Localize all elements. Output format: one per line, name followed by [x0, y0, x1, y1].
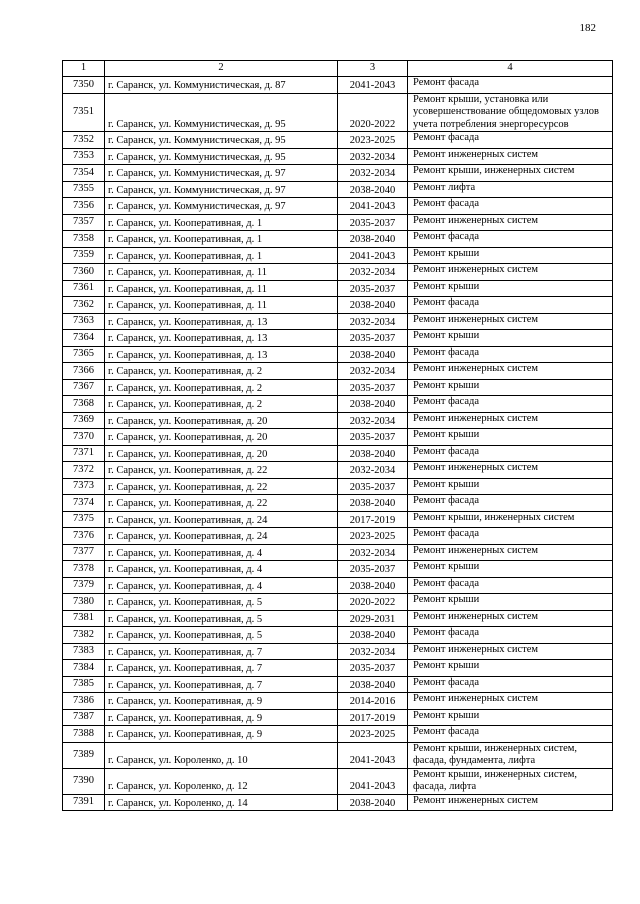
row-address: г. Саранск, ул. Коммунистическая, д. 95 [105, 93, 338, 132]
table-row [63, 528, 613, 545]
table-row [63, 280, 613, 297]
table-row [63, 693, 613, 710]
row-work-type: Ремонт фасада [408, 346, 613, 363]
table-row [63, 544, 613, 561]
table-row [63, 412, 613, 429]
row-period: 2032-2034 [338, 264, 408, 281]
row-work-type: Ремонт крыши, инженерных систем [408, 511, 613, 528]
row-period: 2032-2034 [338, 363, 408, 380]
row-address: г. Саранск, ул. Кооперативная, д. 1 [105, 214, 338, 231]
row-work-type: Ремонт крыши [408, 429, 613, 446]
row-number: 7369 [63, 412, 105, 429]
row-number: 7379 [63, 577, 105, 594]
row-number: 7351 [63, 93, 105, 132]
row-period: 2032-2034 [338, 148, 408, 165]
row-number: 7385 [63, 676, 105, 693]
table-row [63, 794, 613, 811]
row-address: г. Саранск, ул. Короленко, д. 12 [105, 768, 338, 794]
row-number: 7373 [63, 478, 105, 495]
row-address: г. Саранск, ул. Кооперативная, д. 24 [105, 528, 338, 545]
row-period: 2038-2040 [338, 445, 408, 462]
row-address: г. Саранск, ул. Кооперативная, д. 22 [105, 495, 338, 512]
row-number: 7386 [63, 693, 105, 710]
table-row [63, 643, 613, 660]
row-work-type: Ремонт инженерных систем [408, 643, 613, 660]
table-row [63, 330, 613, 347]
row-number: 7368 [63, 396, 105, 413]
row-number: 7384 [63, 660, 105, 677]
table-row [63, 660, 613, 677]
row-address: г. Саранск, ул. Кооперативная, д. 5 [105, 627, 338, 644]
row-address: г. Саранск, ул. Коммунистическая, д. 87 [105, 77, 338, 94]
row-period: 2032-2034 [338, 544, 408, 561]
table-row [63, 132, 613, 149]
row-number: 7355 [63, 181, 105, 198]
row-address: г. Саранск, ул. Кооперативная, д. 13 [105, 346, 338, 363]
table-row [63, 214, 613, 231]
row-number: 7370 [63, 429, 105, 446]
row-address: г. Саранск, ул. Кооперативная, д. 2 [105, 396, 338, 413]
row-period: 2035-2037 [338, 561, 408, 578]
table-row [63, 742, 613, 768]
row-address: г. Саранск, ул. Коммунистическая, д. 95 [105, 148, 338, 165]
row-work-type: Ремонт фасада [408, 198, 613, 215]
row-work-type: Ремонт крыши, инженерных систем, фасада, лифта [408, 768, 613, 794]
table-row [63, 594, 613, 611]
table-row [63, 627, 613, 644]
row-address: г. Саранск, ул. Кооперативная, д. 4 [105, 544, 338, 561]
row-work-type: Ремонт фасада [408, 297, 613, 314]
row-period: 2035-2037 [338, 429, 408, 446]
row-period: 2038-2040 [338, 676, 408, 693]
row-work-type: Ремонт фасада [408, 396, 613, 413]
table-row [63, 297, 613, 314]
row-work-type: Ремонт фасада [408, 231, 613, 248]
row-period: 2035-2037 [338, 379, 408, 396]
table-row [63, 478, 613, 495]
row-work-type: Ремонт крыши [408, 379, 613, 396]
row-period: 2041-2043 [338, 198, 408, 215]
row-period: 2017-2019 [338, 709, 408, 726]
row-work-type: Ремонт фасада [408, 495, 613, 512]
row-number: 7352 [63, 132, 105, 149]
table-row [63, 445, 613, 462]
row-work-type: Ремонт инженерных систем [408, 412, 613, 429]
row-address: г. Саранск, ул. Кооперативная, д. 5 [105, 610, 338, 627]
row-period: 2032-2034 [338, 165, 408, 182]
row-number: 7382 [63, 627, 105, 644]
row-number: 7363 [63, 313, 105, 330]
row-number: 7372 [63, 462, 105, 479]
row-period: 2017-2019 [338, 511, 408, 528]
row-address: г. Саранск, ул. Коммунистическая, д. 97 [105, 181, 338, 198]
row-address: г. Саранск, ул. Кооперативная, д. 9 [105, 709, 338, 726]
row-number: 7377 [63, 544, 105, 561]
row-period: 2041-2043 [338, 77, 408, 94]
row-work-type: Ремонт инженерных систем [408, 214, 613, 231]
row-period: 2038-2040 [338, 495, 408, 512]
table-row [63, 429, 613, 446]
row-address: г. Саранск, ул. Кооперативная, д. 7 [105, 643, 338, 660]
row-address: г. Саранск, ул. Кооперативная, д. 4 [105, 577, 338, 594]
row-period: 2038-2040 [338, 577, 408, 594]
row-period: 2038-2040 [338, 794, 408, 811]
row-work-type: Ремонт крыши, инженерных систем, фасада, фундамента, лифта [408, 742, 613, 768]
row-work-type: Ремонт фасада [408, 132, 613, 149]
row-period: 2038-2040 [338, 396, 408, 413]
row-period: 2041-2043 [338, 768, 408, 794]
row-work-type: Ремонт фасада [408, 528, 613, 545]
row-work-type: Ремонт инженерных систем [408, 610, 613, 627]
header-col-3: 3 [338, 61, 408, 77]
row-address: г. Саранск, ул. Кооперативная, д. 2 [105, 363, 338, 380]
header-col-2: 2 [105, 61, 338, 77]
row-number: 7353 [63, 148, 105, 165]
row-work-type: Ремонт инженерных систем [408, 462, 613, 479]
row-period: 2032-2034 [338, 412, 408, 429]
table-row [63, 726, 613, 743]
row-address: г. Саранск, ул. Кооперативная, д. 5 [105, 594, 338, 611]
row-address: г. Саранск, ул. Кооперативная, д. 20 [105, 412, 338, 429]
table-row [63, 676, 613, 693]
row-period: 2038-2040 [338, 627, 408, 644]
table-row [63, 264, 613, 281]
row-work-type: Ремонт инженерных систем [408, 264, 613, 281]
row-work-type: Ремонт крыши [408, 709, 613, 726]
row-address: г. Саранск, ул. Кооперативная, д. 22 [105, 478, 338, 495]
row-work-type: Ремонт крыши [408, 280, 613, 297]
table-row [63, 495, 613, 512]
row-period: 2035-2037 [338, 660, 408, 677]
row-address: г. Саранск, ул. Кооперативная, д. 1 [105, 247, 338, 264]
row-period: 2032-2034 [338, 462, 408, 479]
page-number: 182 [579, 22, 596, 34]
row-address: г. Саранск, ул. Кооперативная, д. 24 [105, 511, 338, 528]
table-row [63, 93, 613, 132]
table-row [63, 198, 613, 215]
row-number: 7361 [63, 280, 105, 297]
row-number: 7381 [63, 610, 105, 627]
row-period: 2035-2037 [338, 280, 408, 297]
row-address: г. Саранск, ул. Кооперативная, д. 9 [105, 693, 338, 710]
row-period: 2041-2043 [338, 247, 408, 264]
row-number: 7356 [63, 198, 105, 215]
table-row [63, 231, 613, 248]
row-period: 2032-2034 [338, 643, 408, 660]
table-row [63, 148, 613, 165]
table-header-row [63, 61, 613, 77]
row-work-type: Ремонт крыши [408, 594, 613, 611]
row-number: 7357 [63, 214, 105, 231]
row-address: г. Саранск, ул. Кооперативная, д. 11 [105, 264, 338, 281]
row-work-type: Ремонт крыши [408, 660, 613, 677]
row-number: 7390 [63, 768, 105, 794]
row-period: 2041-2043 [338, 742, 408, 768]
row-number: 7354 [63, 165, 105, 182]
table-body [63, 77, 613, 811]
row-period: 2020-2022 [338, 594, 408, 611]
table-row [63, 610, 613, 627]
row-period: 2035-2037 [338, 478, 408, 495]
table-row [63, 379, 613, 396]
row-work-type: Ремонт крыши, установка или усовершенствование общедомовых узлов учета потребления энергоресурсов [408, 93, 613, 132]
row-number: 7375 [63, 511, 105, 528]
table-row [63, 709, 613, 726]
row-number: 7378 [63, 561, 105, 578]
row-work-type: Ремонт инженерных систем [408, 544, 613, 561]
row-number: 7350 [63, 77, 105, 94]
row-work-type: Ремонт фасада [408, 627, 613, 644]
row-period: 2035-2037 [338, 214, 408, 231]
row-number: 7365 [63, 346, 105, 363]
row-work-type: Ремонт фасада [408, 577, 613, 594]
row-address: г. Саранск, ул. Кооперативная, д. 7 [105, 676, 338, 693]
row-work-type: Ремонт крыши [408, 478, 613, 495]
row-address: г. Саранск, ул. Коммунистическая, д. 97 [105, 165, 338, 182]
row-period: 2035-2037 [338, 330, 408, 347]
row-number: 7387 [63, 709, 105, 726]
row-address: г. Саранск, ул. Коммунистическая, д. 95 [105, 132, 338, 149]
row-address: г. Саранск, ул. Кооперативная, д. 11 [105, 280, 338, 297]
row-address: г. Саранск, ул. Кооперативная, д. 20 [105, 445, 338, 462]
table-row [63, 768, 613, 794]
row-number: 7389 [63, 742, 105, 768]
row-number: 7362 [63, 297, 105, 314]
row-address: г. Саранск, ул. Короленко, д. 14 [105, 794, 338, 811]
row-period: 2029-2031 [338, 610, 408, 627]
row-number: 7364 [63, 330, 105, 347]
row-work-type: Ремонт инженерных систем [408, 794, 613, 811]
row-address: г. Саранск, ул. Кооперативная, д. 13 [105, 330, 338, 347]
row-address: г. Саранск, ул. Кооперативная, д. 7 [105, 660, 338, 677]
row-work-type: Ремонт крыши [408, 330, 613, 347]
row-work-type: Ремонт инженерных систем [408, 313, 613, 330]
row-number: 7391 [63, 794, 105, 811]
row-number: 7383 [63, 643, 105, 660]
row-period: 2038-2040 [338, 297, 408, 314]
row-work-type: Ремонт фасада [408, 676, 613, 693]
row-period: 2020-2022 [338, 93, 408, 132]
row-period: 2014-2016 [338, 693, 408, 710]
row-address: г. Саранск, ул. Кооперативная, д. 11 [105, 297, 338, 314]
header-col-4: 4 [408, 61, 613, 77]
row-number: 7366 [63, 363, 105, 380]
row-number: 7358 [63, 231, 105, 248]
row-work-type: Ремонт инженерных систем [408, 363, 613, 380]
row-address: г. Саранск, ул. Кооперативная, д. 1 [105, 231, 338, 248]
row-work-type: Ремонт инженерных систем [408, 148, 613, 165]
row-period: 2038-2040 [338, 346, 408, 363]
row-work-type: Ремонт фасада [408, 726, 613, 743]
table-row [63, 165, 613, 182]
row-number: 7371 [63, 445, 105, 462]
table-row [63, 346, 613, 363]
row-work-type: Ремонт крыши [408, 247, 613, 264]
row-work-type: Ремонт фасада [408, 445, 613, 462]
row-period: 2023-2025 [338, 132, 408, 149]
row-number: 7367 [63, 379, 105, 396]
header-col-1: 1 [63, 61, 105, 77]
table-row [63, 247, 613, 264]
row-work-type: Ремонт лифта [408, 181, 613, 198]
table-row [63, 181, 613, 198]
row-number: 7376 [63, 528, 105, 545]
row-address: г. Саранск, ул. Кооперативная, д. 4 [105, 561, 338, 578]
row-period: 2038-2040 [338, 181, 408, 198]
repair-schedule-table [62, 60, 613, 811]
row-address: г. Саранск, ул. Коммунистическая, д. 97 [105, 198, 338, 215]
row-work-type: Ремонт крыши, инженерных систем [408, 165, 613, 182]
row-number: 7360 [63, 264, 105, 281]
row-address: г. Саранск, ул. Кооперативная, д. 22 [105, 462, 338, 479]
table-row [63, 462, 613, 479]
table-row [63, 313, 613, 330]
row-address: г. Саранск, ул. Кооперативная, д. 20 [105, 429, 338, 446]
table-row [63, 577, 613, 594]
row-work-type: Ремонт фасада [408, 77, 613, 94]
row-period: 2032-2034 [338, 313, 408, 330]
row-address: г. Саранск, ул. Кооперативная, д. 13 [105, 313, 338, 330]
row-address: г. Саранск, ул. Короленко, д. 10 [105, 742, 338, 768]
row-address: г. Саранск, ул. Кооперативная, д. 9 [105, 726, 338, 743]
table-row [63, 561, 613, 578]
row-period: 2023-2025 [338, 726, 408, 743]
row-number: 7359 [63, 247, 105, 264]
table-row [63, 511, 613, 528]
row-work-type: Ремонт крыши [408, 561, 613, 578]
row-number: 7374 [63, 495, 105, 512]
row-number: 7388 [63, 726, 105, 743]
row-period: 2038-2040 [338, 231, 408, 248]
row-work-type: Ремонт инженерных систем [408, 693, 613, 710]
table-row [63, 363, 613, 380]
table-row [63, 396, 613, 413]
row-period: 2023-2025 [338, 528, 408, 545]
table-row [63, 77, 613, 94]
row-address: г. Саранск, ул. Кооперативная, д. 2 [105, 379, 338, 396]
row-number: 7380 [63, 594, 105, 611]
